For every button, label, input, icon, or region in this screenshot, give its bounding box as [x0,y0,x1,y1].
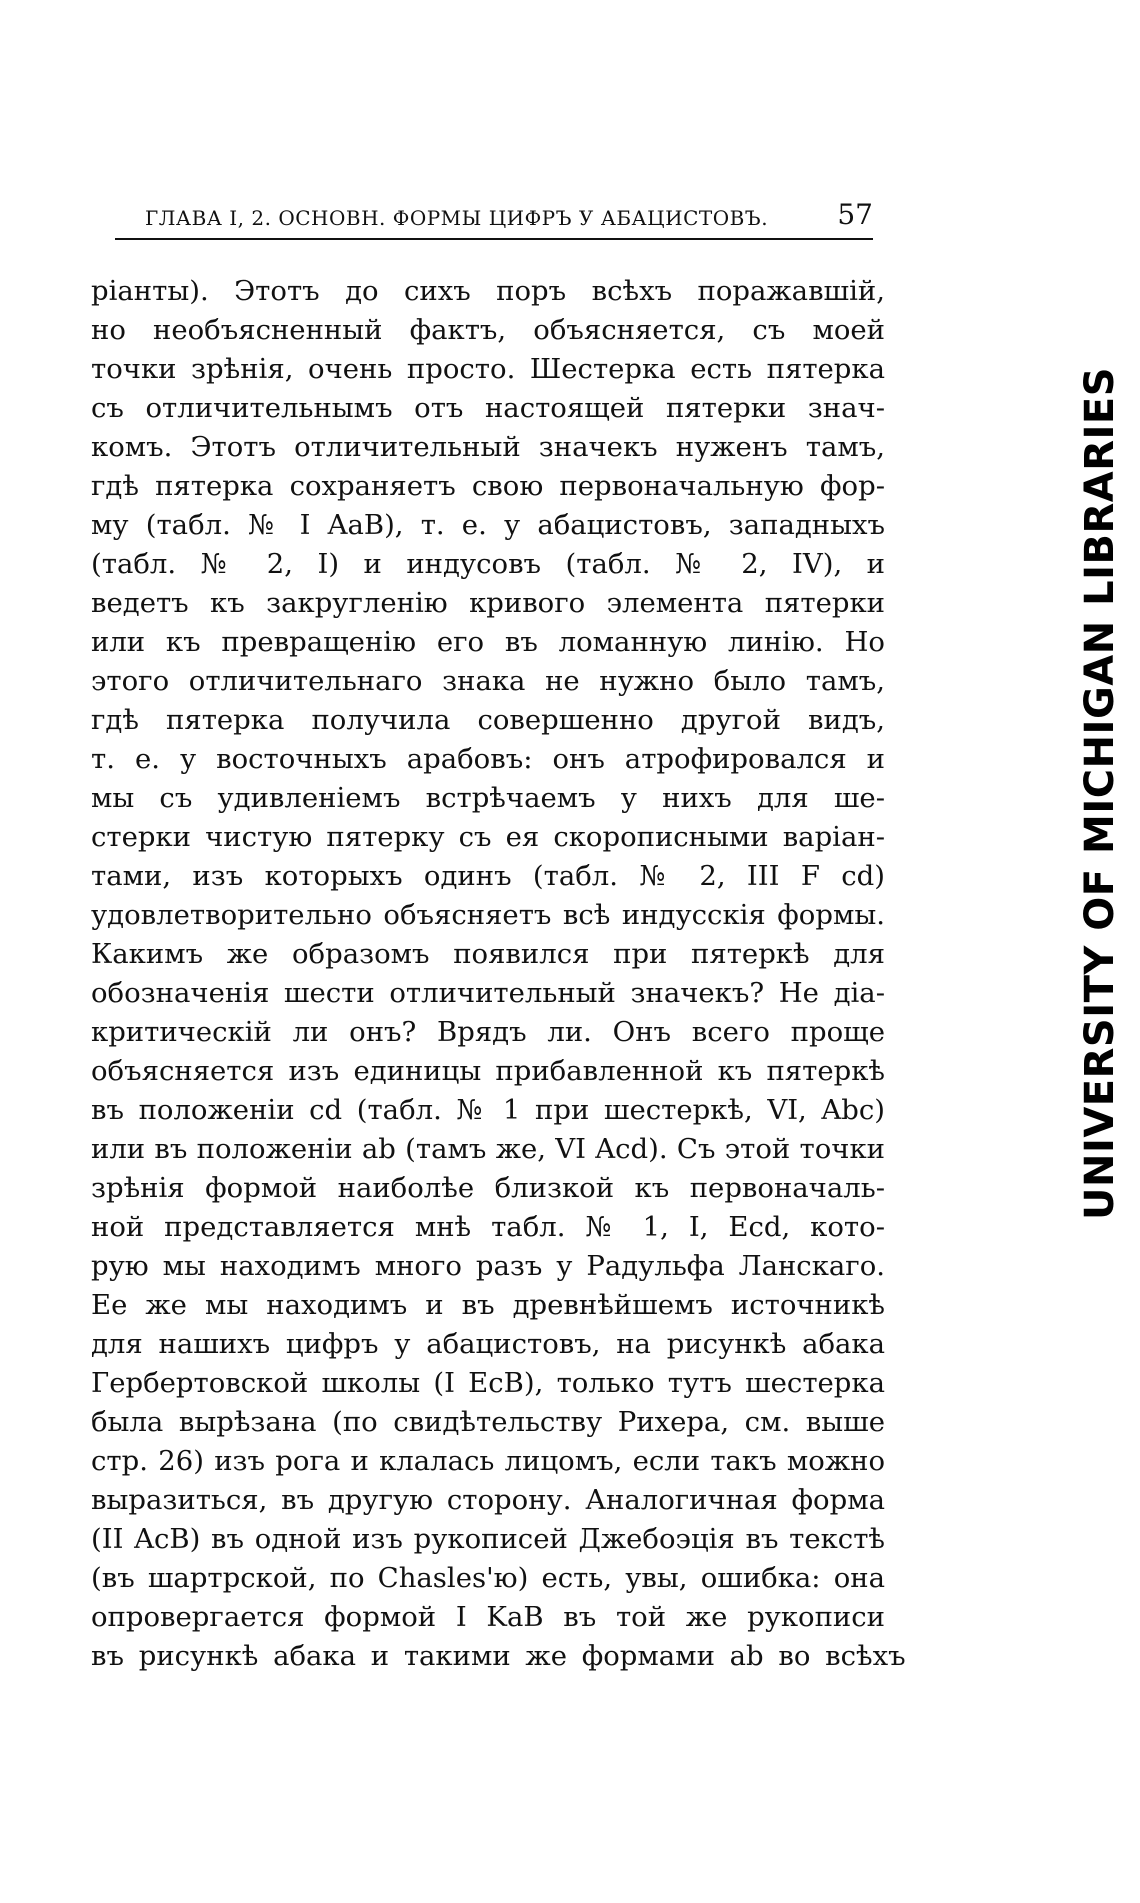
text-line: тами, изъ которыхъ одинъ (табл. № 2, III F cd) [91,860,885,892]
text-line: (въ шартрской, по Chasles'ю) есть, увы, ошибка: она [91,1562,885,1594]
text-line: (II AcB) въ одной изъ рукописей Джебоэція въ текстѣ [91,1523,885,1555]
text-line: (табл. № 2, I) и индусовъ (табл. № 2, IV), и [91,548,885,580]
text-line: для нашихъ цифръ у абацистовъ, на рисункѣ абака [91,1328,885,1360]
text-line: въ рисункѣ абака и такими же формами ab во всѣхъ [91,1640,906,1672]
text-line: обозначенія шести отличительный значекъ? Не діа- [91,977,885,1009]
text-line: ной представляется мнѣ табл. № 1, I, Ecd, кото- [91,1211,885,1243]
text-line: была вырѣзана (по свидѣтельству Рихера, см. выше [91,1406,885,1438]
text-line: стр. 26) изъ рога и клалась лицомъ, если такъ можно [91,1445,885,1477]
text-line: этого отличительнаго знака не нужно было тамъ, [91,665,885,697]
running-header [115,198,873,240]
library-stamp-text: UNIVERSITY OF MICHIGAN LIBRARIES [1077,366,1123,1220]
text-line: но необъясненный фактъ, объясняется, съ моей [91,314,885,346]
text-line: комъ. Этотъ отличительный значекъ нуженъ тамъ, [91,431,885,463]
body-text [91,272,906,1676]
text-line: опровергается формой I KaB въ той же рукописи [91,1601,885,1633]
text-line: гдѣ пятерка сохраняетъ свою первоначальную фор- [91,470,885,502]
text-line: ведетъ къ закругленію кривого элемента пятерки [91,587,885,619]
text-line: или къ превращенію его въ ломанную линію. Но [91,626,885,658]
text-line: Ее же мы находимъ и въ древнѣйшемъ источникѣ [91,1289,885,1321]
text-line: ріанты). Этотъ до сихъ поръ всѣхъ поражавшій, [91,275,885,307]
text-line: точки зрѣнія, очень просто. Шестерка есть пятерка [91,353,885,385]
text-line: т. е. у восточныхъ арабовъ: онъ атрофировался и [91,743,885,775]
text-line: Какимъ же образомъ появился при пятеркѣ для [91,938,885,970]
text-line: критическій ли онъ? Врядъ ли. Онъ всего проще [91,1016,885,1048]
text-line: объясняется изъ единицы прибавленной къ пятеркѣ [91,1055,885,1087]
text-line: му (табл. № I AaB), т. е. у абацистовъ, западныхъ [91,509,885,541]
text-line: съ отличительнымъ отъ настоящей пятерки знач- [91,392,885,424]
text-line: въ положеніи cd (табл. № 1 при шестеркѣ, VI, Abc) [91,1094,885,1126]
text-line: выразиться, въ другую сторону. Аналогичная форма [91,1484,885,1516]
text-line: мы съ удивленіемъ встрѣчаемъ у нихъ для ше- [91,782,885,814]
text-line: удовлетворительно объясняетъ всѣ индусскія формы. [91,899,885,931]
text-line: или въ положеніи ab (тамъ же, VI Acd). Съ этой точки [91,1133,885,1165]
text-line: гдѣ пятерка получила совершенно другой видъ, [91,704,885,736]
page-number: 57 [837,198,873,231]
text-line: Гербертовской школы (I EcB), только тутъ шестерка [91,1367,885,1399]
text-line: зрѣнія формой наиболѣе близкой къ первоначаль- [91,1172,885,1204]
text-line: стерки чистую пятерку съ ея скорописными варіан- [91,821,885,853]
running-title: ГЛАВА I, 2. ОСНОВН. ФОРМЫ ЦИФРЪ У АБАЦИСТОВЪ. [145,206,769,230]
text-line: рую мы находимъ много разъ у Радульфа Ланскаго. [91,1250,885,1282]
